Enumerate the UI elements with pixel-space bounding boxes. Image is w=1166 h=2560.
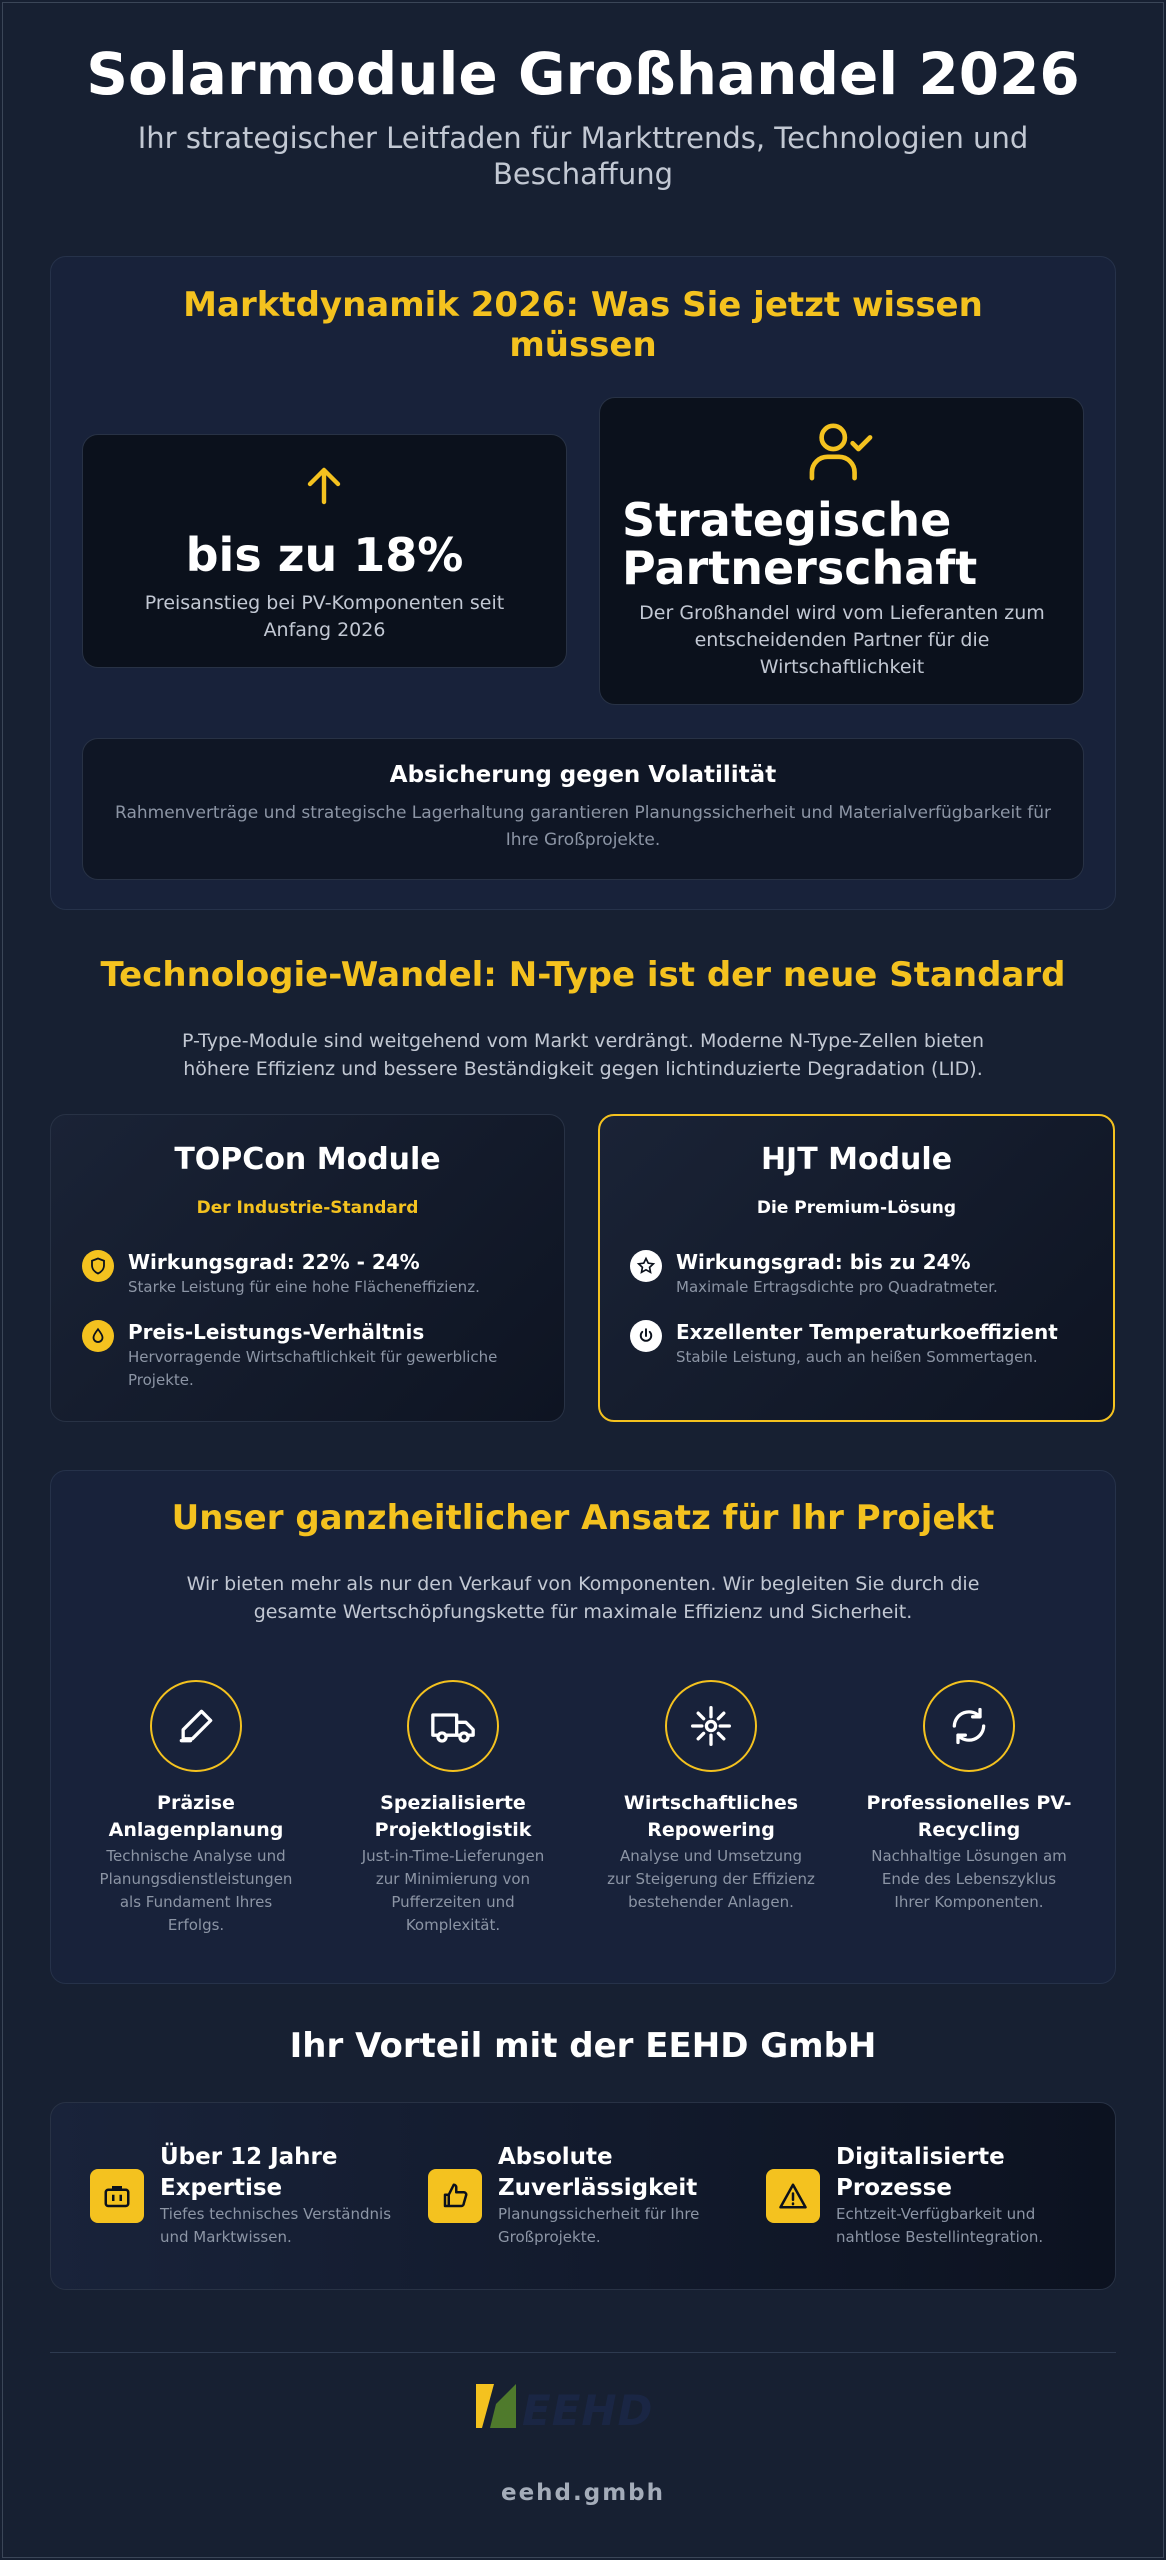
advantage-item-desc: Tiefes technisches Verständnis und Marktwissen. [160, 2205, 392, 2246]
pen-icon [150, 1680, 242, 1772]
hjt-tag: Die Premium-Lösung [756, 1198, 957, 1218]
tech-intro: P-Type-Module sind weitgehend vom Markt verdrängt. Moderne N-Type-Zellen bieten höhere Effizienz und bessere Beständigkeit gegen lichtinduzierte Degradation (LID). [181, 1030, 985, 1080]
volatility-desc: Rahmenverträge und strategische Lagerhaltung garantieren Planungssicherheit und Materialverfügbarkeit für Ihre Großprojekte. [115, 803, 1051, 850]
step-title: Professionelles PV-Recycling [866, 1792, 1072, 1841]
price-stat-desc: Preisanstieg bei PV-Komponenten seit Anfang 2026 [144, 592, 505, 641]
advantage-item-title: Absolute Zuverlässigkeit [498, 2144, 698, 2201]
truck-icon [407, 1680, 499, 1772]
shield-icon [82, 1250, 114, 1282]
user-check-icon [808, 420, 874, 482]
market-heading: Marktdynamik 2026: Was Sie jetzt wissen müssen [183, 285, 983, 365]
advantage-item-title: Über 12 Jahre Expertise [160, 2144, 338, 2201]
partner-desc: Der Großhandel wird vom Lieferanten zum entscheidenden Partner für die Wirtschaftlichkeit [639, 602, 1045, 678]
step-title: Wirtschaftliches Repowering [623, 1792, 799, 1841]
step-title: Spezialisierte Projektlogistik [374, 1792, 532, 1841]
topcon-tag: Der Industrie-Standard [196, 1198, 419, 1218]
price-stat-value: bis zu 18% [185, 528, 464, 582]
advantage-heading: Ihr Vorteil mit der EEHD GmbH [289, 2026, 877, 2066]
step-desc: Just-in-Time-Lieferungen zur Minimierung von Pufferzeiten und Komplexität. [361, 1847, 545, 1934]
page-title: Solarmodule Großhandel 2026 [86, 40, 1080, 108]
warning-icon [766, 2169, 820, 2223]
approach-heading: Unser ganzheitlicher Ansatz für Ihr Projekt [171, 1498, 995, 1538]
topcon-item-title: Preis-Leistungs-Verhältnis [128, 1320, 425, 1344]
hjt-item-desc: Maximale Ertragsdichte pro Quadratmeter. [676, 1278, 998, 1296]
hjt-item-title: Wirkungsgrad: bis zu 24% [676, 1250, 971, 1274]
hjt-item-title: Exzellenter Temperaturkoeffizient [676, 1320, 1058, 1344]
volatility-title: Absicherung gegen Volatilität [389, 762, 777, 788]
star-icon [630, 1250, 662, 1282]
topcon-title: TOPCon Module [174, 1142, 441, 1177]
footer-domain: eehd.gmbh [500, 2480, 666, 2506]
logo-text: EEHD [522, 2386, 654, 2435]
sun-icon [665, 1680, 757, 1772]
advantage-item-desc: Echtzeit-Verfügbarkeit und nahtlose Bestellintegration. [836, 2205, 1044, 2246]
advantage-item-title: Digitalisierte Prozesse [836, 2144, 1005, 2201]
tech-heading: Technologie-Wandel: N-Type ist der neue Standard [100, 955, 1066, 995]
step-desc: Analyse und Umsetzung zur Steigerung der Effizienz bestehender Anlagen. [607, 1847, 815, 1911]
advantage-item-desc: Planungssicherheit für Ihre Großprojekte. [498, 2205, 700, 2246]
company-logo [476, 2384, 690, 2435]
drop-icon [82, 1320, 114, 1352]
topcon-item-title: Wirkungsgrad: 22% - 24% [128, 1250, 420, 1274]
topcon-item-desc: Hervorragende Wirtschaftlichkeit für gewerbliche Projekte. [128, 1348, 498, 1389]
step-desc: Technische Analyse und Planungsdienstleistungen als Fundament Ihres Erfolgs. [99, 1847, 293, 1934]
topcon-item-desc: Starke Leistung für eine hohe Flächeneffizienz. [128, 1278, 480, 1296]
arrow-up-icon [300, 462, 348, 510]
footer-divider [50, 2352, 1116, 2353]
hjt-item-desc: Stabile Leistung, auch an heißen Sommertagen. [676, 1348, 1038, 1366]
thumbs-up-icon [428, 2169, 482, 2223]
power-icon [630, 1320, 662, 1352]
step-title: Präzise Anlagenplanung [108, 1792, 284, 1841]
hjt-title: HJT Module [760, 1142, 953, 1177]
partner-title: Strategische Partnerschaft [622, 493, 978, 595]
recycle-icon [923, 1680, 1015, 1772]
approach-intro: Wir bieten mehr als nur den Verkauf von Komponenten. Wir begleiten Sie durch die gesamte Wertschöpfungskette für maximale Effizienz und Sicherheit. [186, 1573, 980, 1623]
page-subtitle: Ihr strategischer Leitfaden für Markttrends, Technologien und Beschaffung [137, 121, 1029, 191]
briefcase-icon [90, 2169, 144, 2223]
step-desc: Nachhaltige Lösungen am Ende des Lebenszyklus Ihrer Komponenten. [871, 1847, 1067, 1911]
